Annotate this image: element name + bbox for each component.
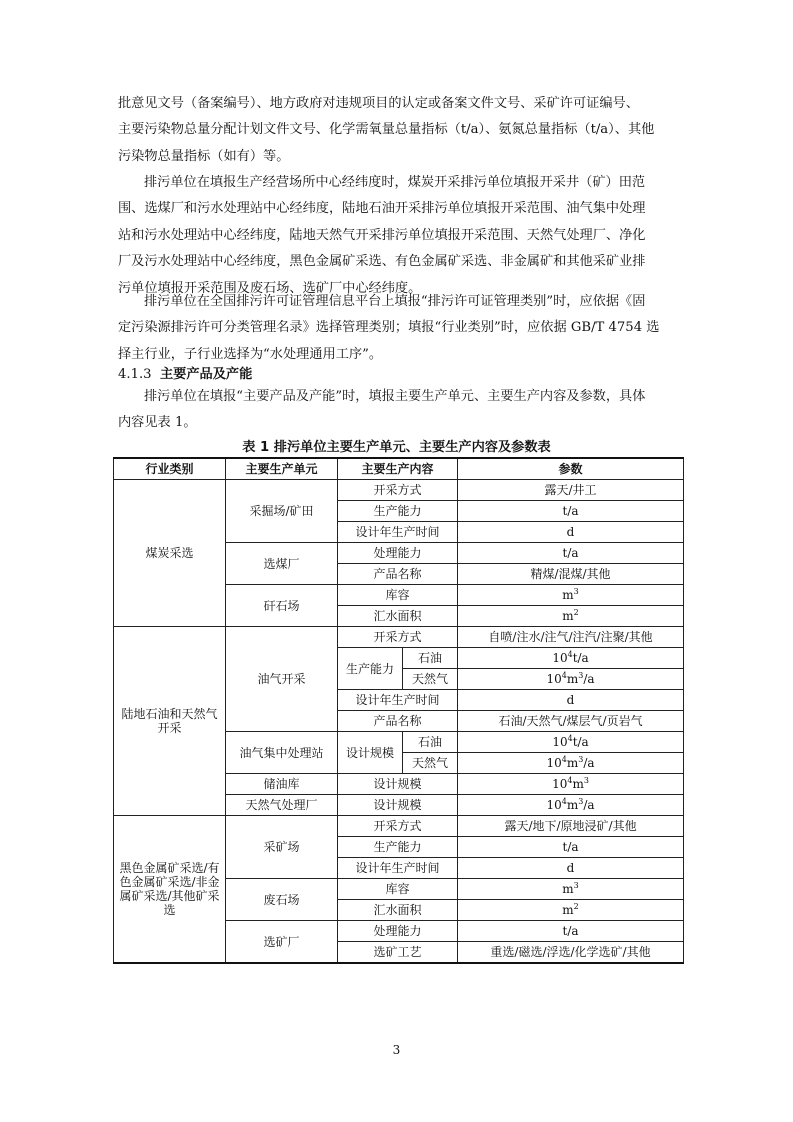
content-cell: 生产能力	[338, 501, 458, 522]
header-content: 主要生产内容	[338, 458, 458, 480]
coordinates-paragraph	[118, 170, 676, 302]
content-cell: 开采方式	[338, 816, 458, 837]
content-cell: 生产能力	[338, 837, 458, 858]
param-cell: $m^3$	[458, 879, 684, 900]
subcontent-cell: 石油	[403, 648, 458, 669]
param-cell: 精煤/混煤/其他	[458, 564, 684, 585]
param-cell: $10^4t/a$	[458, 732, 684, 753]
subcontent-cell: 天然气	[403, 753, 458, 774]
param-cell: 石油/天然气/煤层气/页岩气	[458, 711, 684, 732]
param-cell: 露天/地下/原地浸矿/其他	[458, 816, 684, 837]
unit-cell: 采掘场/矿田	[226, 480, 338, 543]
content-cell: 产品名称	[338, 564, 458, 585]
content-cell: 库容	[338, 585, 458, 606]
text-line: 择主行业，子行业选择为“水处理通用工序”。	[118, 346, 383, 362]
unit-cell: 选煤厂	[226, 543, 338, 585]
param-cell: t/a	[458, 543, 684, 564]
content-cell: 产品名称	[338, 711, 458, 732]
table-header-row	[114, 458, 684, 480]
industry-cell: 煤炭采选	[114, 480, 226, 627]
param-cell: $m^2$	[458, 900, 684, 921]
param-cell: $10^4t/a$	[458, 648, 684, 669]
content-cell: 开采方式	[338, 480, 458, 501]
param-cell: $10^4m^3$	[458, 774, 684, 795]
param-cell: $10^4m^3/a$	[458, 795, 684, 816]
param-cell: 自喷/注水/注气/注汽/注聚/其他	[458, 627, 684, 648]
production-table	[113, 457, 684, 964]
header-param: 参数	[458, 458, 684, 480]
param-cell: $10^4m^3/a$	[458, 753, 684, 774]
table-row	[114, 627, 684, 648]
param-cell: $m^2$	[458, 606, 684, 627]
content-cell: 汇水面积	[338, 606, 458, 627]
unit-cell: 油气开采	[226, 627, 338, 732]
content-cell: 库容	[338, 879, 458, 900]
param-cell: 重选/磁选/浮选/化学选矿/其他	[458, 942, 684, 964]
content-cell: 设计年生产时间	[338, 690, 458, 711]
text-line: 批意见文号（备案编号）、地方政府对违规项目的认定或备案文件文号、采矿许可证编号、	[118, 96, 639, 111]
page-number: 3	[392, 1043, 401, 1057]
content-cell: 汇水面积	[338, 900, 458, 921]
param-cell: d	[458, 690, 684, 711]
param-cell: t/a	[458, 921, 684, 942]
text-line: 围、选煤厂和污水处理站中心经纬度，陆地石油开采排污单位填报开采范围、油气集中处理	[118, 201, 646, 217]
content-cell: 开采方式	[338, 627, 458, 648]
text-line: 厂及污水处理站中心经纬度，黑色金属矿采选、有色金属矿采选、非金属矿和其他采矿业排	[118, 254, 646, 270]
industry-cell: 陆地石油和天然气开采	[114, 627, 226, 816]
param-cell: t/a	[458, 837, 684, 858]
products-paragraph	[118, 384, 676, 437]
text-line: 内容见表 1。	[118, 415, 197, 431]
intro-paragraph	[118, 91, 676, 170]
subcontent-cell: 天然气	[403, 669, 458, 690]
industry-cell: 黑色金属矿采选/有色金属矿采选/非金属矿采选/其他矿采选	[114, 816, 226, 964]
unit-cell: 采矿场	[226, 816, 338, 879]
content-cell: 选矿工艺	[338, 942, 458, 964]
content-cell: 处理能力	[338, 921, 458, 942]
content-cell: 设计规模	[338, 732, 403, 774]
text-line: 污染物总量指标（如有）等。	[118, 148, 290, 164]
text-line: 污单位填报开采范围及废石场、选矿厂中心经纬度。	[118, 280, 422, 296]
unit-cell: 矸石场	[226, 585, 338, 627]
param-cell: $m^3$	[458, 585, 684, 606]
table-row	[114, 816, 684, 837]
content-cell: 设计年生产时间	[338, 522, 458, 543]
unit-cell: 油气集中处理站	[226, 732, 338, 774]
content-cell: 设计规模	[338, 795, 458, 816]
section-heading	[118, 364, 252, 386]
table-caption: 表 1 排污单位主要生产单元、主要生产内容及参数表	[242, 440, 551, 455]
unit-cell: 选矿厂	[226, 921, 338, 964]
section-number: 4.1.3	[118, 367, 152, 382]
subcontent-cell: 石油	[403, 732, 458, 753]
text-line: 排污单位在填报生产经营场所中心经纬度时，煤炭开采排污单位填报开采井（矿）田范	[144, 175, 646, 190]
unit-cell: 储油库	[226, 774, 338, 795]
content-cell: 生产能力	[338, 648, 403, 690]
content-cell: 设计规模	[338, 774, 458, 795]
header-unit: 主要生产单元	[226, 458, 338, 480]
param-cell: $10^4m^3/a$	[458, 669, 684, 690]
text-line: 排污单位在全国排污许可证管理信息平台上填报“排污许可证管理类别”时，应依据《固	[144, 294, 646, 309]
content-cell: 设计年生产时间	[338, 858, 458, 879]
category-paragraph	[118, 289, 676, 368]
section-title: 主要产品及产能	[160, 367, 253, 382]
param-cell: d	[458, 858, 684, 879]
unit-cell: 天然气处理厂	[226, 795, 338, 816]
table-row	[114, 480, 684, 501]
text-line: 排污单位在填报“主要产品及产能”时，填报主要生产单元、主要生产内容及参数，具体	[144, 389, 646, 404]
text-line: 站和污水处理站中心经纬度，陆地天然气开采排污单位填报开采范围、天然气处理厂、净化	[118, 227, 646, 243]
text-line: 定污染源排污许可分类管理名录》选择管理类别；填报“行业类别”时，应依据 GB/T 4754 选	[118, 320, 660, 336]
param-cell: t/a	[458, 501, 684, 522]
unit-cell: 废石场	[226, 879, 338, 921]
param-cell: d	[458, 522, 684, 543]
param-cell: 露天/井工	[458, 480, 684, 501]
content-cell: 处理能力	[338, 543, 458, 564]
text-line: 主要污染物总量分配计划文件文号、化学需氧量总量指标（t/a）、氨氮总量指标（t/a）、其他	[118, 122, 655, 138]
header-industry: 行业类别	[114, 458, 226, 480]
